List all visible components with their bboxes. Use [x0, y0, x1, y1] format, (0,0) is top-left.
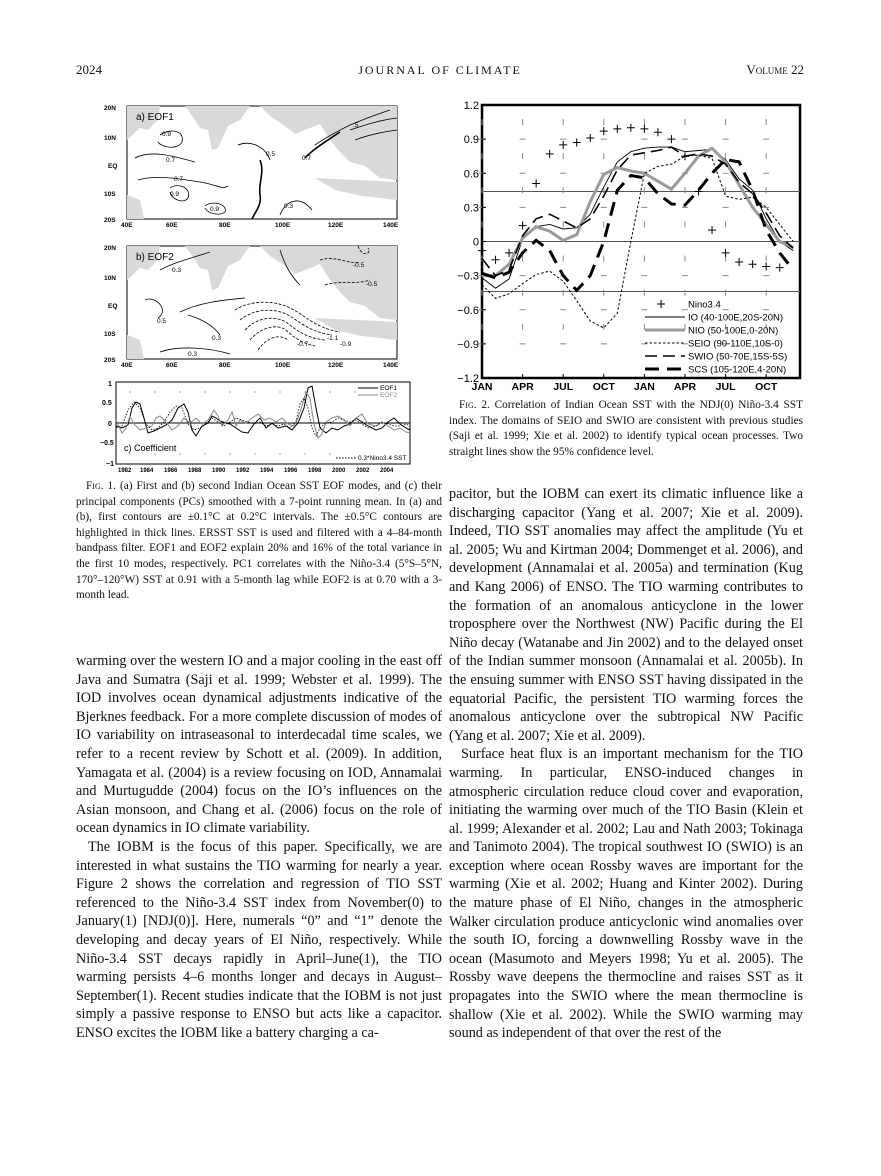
journal-title: JOURNAL OF CLIMATE [358, 63, 522, 77]
svg-text:60E: 60E [166, 222, 178, 229]
svg-text:EQ: EQ [108, 303, 118, 310]
svg-text:1992: 1992 [236, 468, 250, 472]
svg-text:0.3: 0.3 [172, 267, 182, 274]
panel-b-eof2-map [104, 245, 399, 369]
svg-text:10S: 10S [104, 191, 116, 198]
volume-label: Volume 22 [746, 62, 804, 77]
svg-text:EOF1: EOF1 [380, 385, 397, 392]
svg-text:-0.9: -0.9 [340, 341, 352, 348]
svg-text:0.6: 0.6 [463, 168, 479, 181]
svg-text:0: 0 [472, 236, 479, 249]
svg-text:JUL: JUL [553, 381, 574, 393]
svg-text:40E: 40E [121, 362, 133, 369]
svg-text:1990: 1990 [212, 468, 226, 472]
svg-text:20S: 20S [104, 357, 116, 364]
svg-text:1998: 1998 [308, 468, 322, 472]
svg-text:0.9: 0.9 [170, 191, 180, 198]
svg-text:-0.5: -0.5 [366, 281, 378, 288]
svg-text:0.3*Nino3.4 SST: 0.3*Nino3.4 SST [358, 455, 407, 462]
figure-1-caption: Fig. 1. (a) First and (b) second Indian Ocean SST EOF modes, and (c) their principal components (PCs) smoothed with a 7-point running mean. In (a) and (b), first contours are ±0.1°C at 0.2°C intervals. The ±0.5°C contours are highlighted in thick lines. ERSST SST is used and filtered with a 4–84-month bandpass filter. EOF1 and EOF2 explain 20% and 16% of the total variance in the first 10 modes, respectively. PC1 correlates with the Niño-3.4 (5°S–5°N, 170°–120°W) SST at 0.91 with a 5-month lag while EOF2 is at 0.70 with a 3-month lead. [76, 480, 442, 602]
svg-text:1986: 1986 [164, 468, 178, 472]
svg-text:SEIO (90-110E,10S-0): SEIO (90-110E,10S-0) [688, 338, 783, 350]
svg-text:1984: 1984 [140, 468, 154, 472]
svg-text:−0.6: −0.6 [457, 304, 479, 317]
svg-text:20N: 20N [104, 245, 116, 252]
svg-text:-1.1: -1.1 [327, 335, 339, 342]
svg-text:80E: 80E [219, 362, 231, 369]
svg-text:0: 0 [108, 421, 112, 428]
svg-text:JAN: JAN [471, 381, 493, 393]
svg-text:-0.5: -0.5 [353, 262, 365, 269]
svg-text:OCT: OCT [592, 381, 615, 393]
running-header [76, 62, 804, 80]
svg-text:0.9: 0.9 [210, 206, 220, 213]
svg-text:2004: 2004 [380, 468, 394, 472]
svg-text:0.3: 0.3 [463, 202, 479, 215]
left-column-text [76, 652, 442, 1042]
svg-text:APR: APR [673, 381, 697, 393]
figure-2-caption: Fig. 2. Correlation of Indian Ocean SST with the NDJ(0) Niño-3.4 SST index. The domains of SEIO and SWIO are consistent with previous studies (Saji et al. 1999; Xie et al. 2002) to identify typical ocean processes. Two straight lines show the 95% confidence level. [449, 399, 803, 458]
svg-text:.5: .5 [353, 122, 359, 129]
svg-text:20N: 20N [104, 105, 116, 112]
svg-text:0.9: 0.9 [463, 134, 479, 147]
svg-text:1996: 1996 [284, 468, 298, 472]
figure-2-correlation-chart [445, 97, 815, 395]
right-column-text [449, 485, 803, 1043]
svg-text:0.5: 0.5 [157, 318, 167, 325]
svg-text:−0.3: −0.3 [457, 270, 479, 283]
svg-text:−0.9: −0.9 [457, 338, 479, 351]
svg-text:140E: 140E [383, 222, 399, 229]
figure-1 [100, 100, 420, 472]
svg-text:1: 1 [108, 381, 112, 388]
svg-text:100E: 100E [275, 222, 291, 229]
svg-text:0.7: 0.7 [302, 155, 312, 162]
svg-text:1982: 1982 [118, 468, 132, 472]
svg-text:SWIO (50-70E,15S-5S): SWIO (50-70E,15S-5S) [688, 351, 788, 363]
svg-text:−1.2: −1.2 [457, 373, 479, 385]
svg-text:100E: 100E [275, 362, 291, 369]
panel-c-label: c) Coefficient [124, 443, 177, 453]
svg-text:140E: 140E [383, 362, 399, 369]
svg-text:0.9: 0.9 [162, 131, 172, 138]
svg-text:-0.7: -0.7 [297, 341, 309, 348]
panel-b-label: b) EOF2 [136, 252, 174, 263]
svg-text:10S: 10S [104, 331, 116, 338]
paragraph: Surface heat flux is an important mechanism for the TIO warming. In particular, ENSO-induced changes in atmospheric circulation reduce cloud cover and evaporation, initiating the warming over much of the TIO Basin (Klein et al. 1999; Alexander et al. 2002; Lau and Nath 2003; Tokinaga and Tanimoto 2004). The tropical southwest IO (SWIO) is an exception where ocean Rossby waves are important for the warming (Xie et al. 2002; Huang and Kinter 2002). During the mature phase of El Niño, changes in the atmospheric Walker circulation produce anticyclonic wind anomalies over the south IO, forcing a downwelling Rossby wave in the ocean (Masumoto and Meyers 1998; Yu et al. 2005). The Rossby wave deepens the thermocline and raises SST as it propagates into the SWIO where the mean thermocline is shallow (Xie et al. 2002). While the SWIO warming may sound as independent of that over the rest of the [449, 746, 803, 1042]
figure-1-graphic [100, 100, 420, 472]
svg-text:10N: 10N [104, 275, 116, 282]
svg-text:40E: 40E [121, 222, 133, 229]
svg-text:60E: 60E [166, 362, 178, 369]
svg-text:0.3: 0.3 [212, 335, 222, 342]
svg-text:1.2: 1.2 [463, 100, 479, 112]
svg-text:120E: 120E [328, 222, 344, 229]
figure-2 [445, 97, 815, 395]
svg-text:0.5: 0.5 [102, 400, 112, 407]
svg-text:EOF2: EOF2 [380, 392, 397, 399]
paragraph: pacitor, but the IOBM can exert its climatic influence like a discharging capacitor (Yang et al. 2007; Xie et al. 2009). Indeed, TIO SST anomalies may affect the amplitude (Yu et al. 2005; Wu and Kirtman 2004; Dommenget et al. 2006), and development (Annamalai et al. 2005a) and termination (Kug and Kang 2006) of ENSO. The TIO warming contributes to the formation of an anomalous anticyclone in the lower troposphere over the Northwest (NW) Pacific during the El Niño decay (Watanabe and Jin 2002) and to the delayed onset of the Indian summer monsoon (Annamalai et al. 2005b). In the ensuing summer with ENSO SST having dissipated in the equatorial Pacific, the persistent TIO warming forces the anomalous anticyclone over the subtropical NW Pacific (Yang et al. 2007; Xie et al. 2009). [449, 486, 803, 744]
svg-text:APR: APR [511, 381, 534, 393]
svg-text:0.5: 0.5 [266, 151, 276, 158]
svg-text:0.3: 0.3 [284, 203, 294, 210]
svg-text:EQ: EQ [108, 163, 118, 170]
svg-text:2002: 2002 [356, 468, 370, 472]
page-number: 2024 [76, 62, 102, 77]
svg-text:IO (40-100E,20S-20N): IO (40-100E,20S-20N) [688, 312, 784, 324]
panel-a-eof1-map [104, 105, 399, 229]
svg-text:SCS (105-120E,4-20N): SCS (105-120E,4-20N) [688, 364, 787, 376]
svg-text:−0.5: −0.5 [100, 440, 114, 447]
paragraph: The IOBM is the focus of this paper. Specifically, we are interested in what sustains the TIO warming for nearly a year. Figure 2 shows the correlation and regression of TIO SST referenced to the Niño-3.4 SST index from November(0) to January(1) [NDJ(0)]. Here, numerals “0” and “1” denote the developing and decay years of El Niño, respectively. While Niño-3.4 SST decays rapidly in April–June(1), the TIO warming persists 4–6 months longer and decays in August–September(1). Recent studies indicate that the IOBM is not just simply a passive response to ENSO but acts like a capacitor. ENSO excites the IOBM like a battery charging a ca- [76, 838, 442, 1041]
svg-text:80E: 80E [219, 222, 231, 229]
svg-text:−1: −1 [106, 461, 114, 468]
svg-text:120E: 120E [328, 362, 344, 369]
svg-text:0.3: 0.3 [188, 351, 198, 358]
svg-text:20S: 20S [104, 217, 116, 224]
panel-c-coefficient-timeseries [100, 381, 410, 472]
svg-text:NIO (50-100E,0-20N): NIO (50-100E,0-20N) [688, 325, 779, 337]
svg-text:0.7: 0.7 [174, 176, 184, 183]
svg-text:0.7: 0.7 [166, 157, 176, 164]
svg-text:JAN: JAN [633, 381, 655, 393]
svg-text:1994: 1994 [260, 468, 274, 472]
svg-text:1988: 1988 [188, 468, 202, 472]
paragraph: warming over the western IO and a major cooling in the east off Java and Sumatra (Saji et al. 1999; Webster et al. 1999). The IOD involves ocean dynamical adjustments indicative of the Bjerknes feedback. For a more complete discussion of modes of IO variability on intraseasonal to interdecadal time scales, we refer to a recent review by Schott et al. (2009). In addition, Yamagata et al. (2004) is a review focusing on IOD, Annamalai and Murtugudde (2004) focus on the IO’s influences on the Asian monsoon, and Chang et al. (2006) focus on the role of ocean dynamics in IO climate variability. [76, 653, 442, 837]
svg-text:Nino3.4: Nino3.4 [688, 299, 721, 311]
svg-text:10N: 10N [104, 135, 116, 142]
svg-text:OCT: OCT [755, 381, 778, 393]
panel-a-label: a) EOF1 [136, 112, 174, 123]
svg-text:JUL: JUL [715, 381, 736, 393]
svg-text:2000: 2000 [332, 468, 346, 472]
